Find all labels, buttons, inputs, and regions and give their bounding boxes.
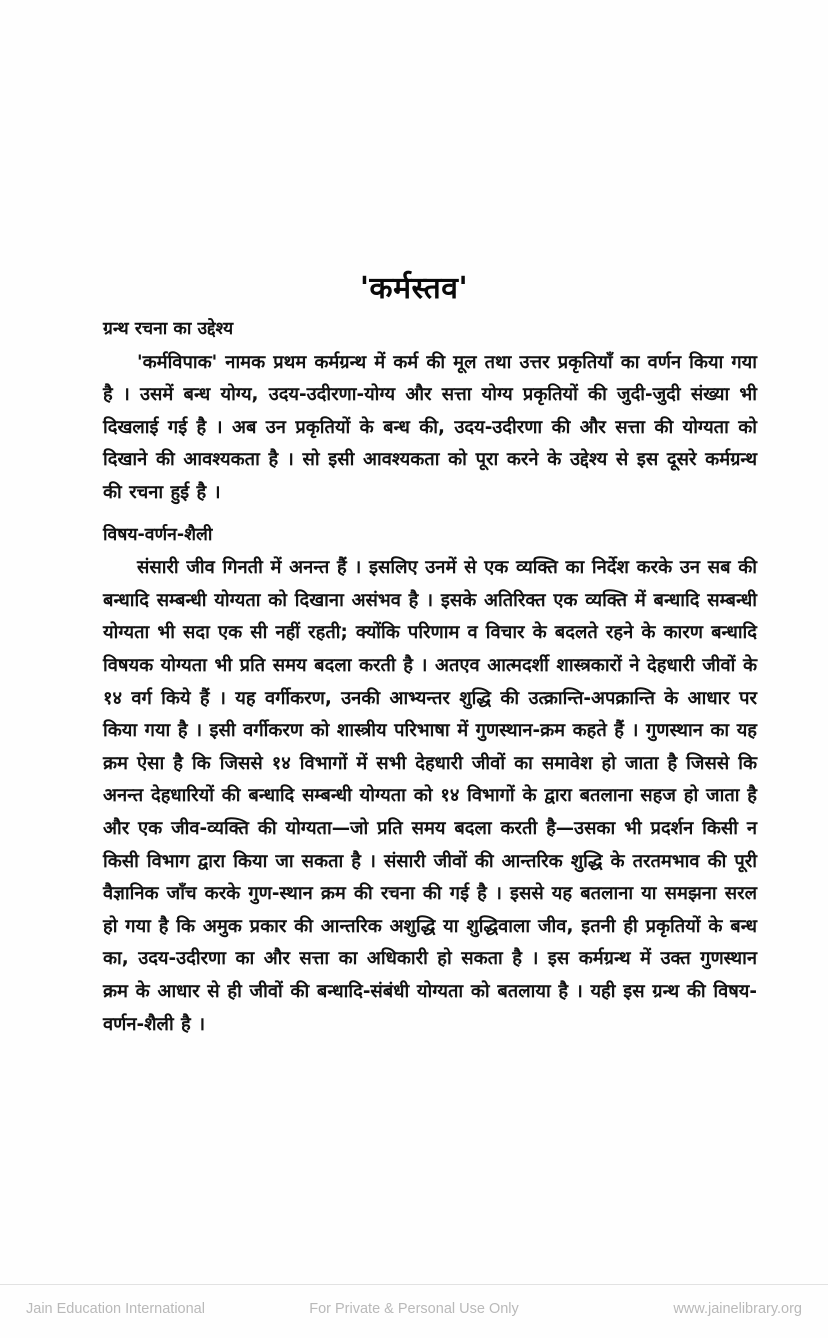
- footer-website-link[interactable]: www.jainelibrary.org: [673, 1301, 802, 1317]
- footer-divider: [0, 1284, 828, 1285]
- section-body-style: संसारी जीव गिनती में अनन्त हैं । इसलिए उनमें से एक व्यक्ति का निर्देश करके उन सब की बन्धादि सम्बन्धी योग्यता को दिखाना असंभव है । इसके अतिरिक्त एक व्यक्ति में बन्धादि सम्बन्धी योग्यता भी सदा एक सी नहीं रहती; क्योंकि परिणाम व विचार के बदलते रहने के कारण बन्धादि विषयक योग्यता भी प्रति समय बदला करती है । अतएव आत्मदर्शी शास्त्रकारों ने देहधारी जीवों के १४ वर्ग किये हैं । यह वर्गीकरण, उनकी आभ्यन्तर शुद्धि की उत्क्रान्ति-अपक्रान्ति के आधार पर किया गया है । इसी वर्गीकरण को शास्त्रीय परिभाषा में गुणस्थान-क्रम कहते हैं । गुणस्थान का यह क्रम ऐसा है कि जिससे १४ विभागों में सभी देहधारी जीवों का समावेश हो जाता है जिससे कि अनन्त देहधारियों की बन्धादि सम्बन्धी योग्यता को १४ विभागों के द्वारा बतलाना सहज हो जाता है और एक जीव-व्यक्ति की योग्यता—जो प्रति समय बदला करती है—उसका भी प्रदर्शन किसी न किसी विभाग द्वारा किया जा सकता है । संसारी जीवों की आन्तरिक शुद्धि के तरतमभाव की पूरी वैज्ञानिक जाँच करके गुण-स्थान क्रम की रचना की गई है । इससे यह बतलाना या समझना सरल हो गया है कि अमुक प्रकार की आन्तरिक अशुद्धि या शुद्धिवाला जीव, इतनी ही प्रकृतियों के बन्ध का, उदय-उदीरणा का और सत्ता का अधिकारी हो सकता है । इस कर्मग्रन्थ में उक्त गुणस्थान क्रम के आधार से ही जीवों की बन्धादि-संबंधी योग्यता को बतलाया है । यही इस ग्रन्थ की विषय-वर्णन-शैली है ।: [103, 557, 757, 1035]
- section-heading-style: विषय-वर्णन-शैली: [103, 524, 213, 545]
- section-body-purpose: 'कर्मविपाक' नामक प्रथम कर्मग्रन्थ में कर्म की मूल तथा उत्तर प्रकृतियाँ का वर्णन किया गया है । उसमें बन्ध योग्य, उदय-उदीरणा-योग्य और सत्ता योग्य प्रकृतियों की जुदी-जुदी संख्या भी दिखलाई गई है । अब उन प्रकृतियों के बन्ध की, उदय-उदीरणा की और सत्ता की योग्यता को दिखाने की आवश्यकता है । सो इसी आवश्यकता को पूरा करने के उद्देश्य से इस दूसरे कर्मग्रन्थ की रचना हुई है ।: [103, 351, 757, 503]
- page-footer: [0, 1294, 828, 1324]
- footer-organization: Jain Education International: [26, 1301, 205, 1317]
- footer-usage-notice: For Private & Personal Use Only: [309, 1301, 519, 1317]
- text-column: [103, 318, 757, 1041]
- page-title: 'कर्मस्तव': [359, 271, 469, 307]
- section-heading-purpose: ग्रन्थ रचना का उद्देश्य: [103, 319, 234, 339]
